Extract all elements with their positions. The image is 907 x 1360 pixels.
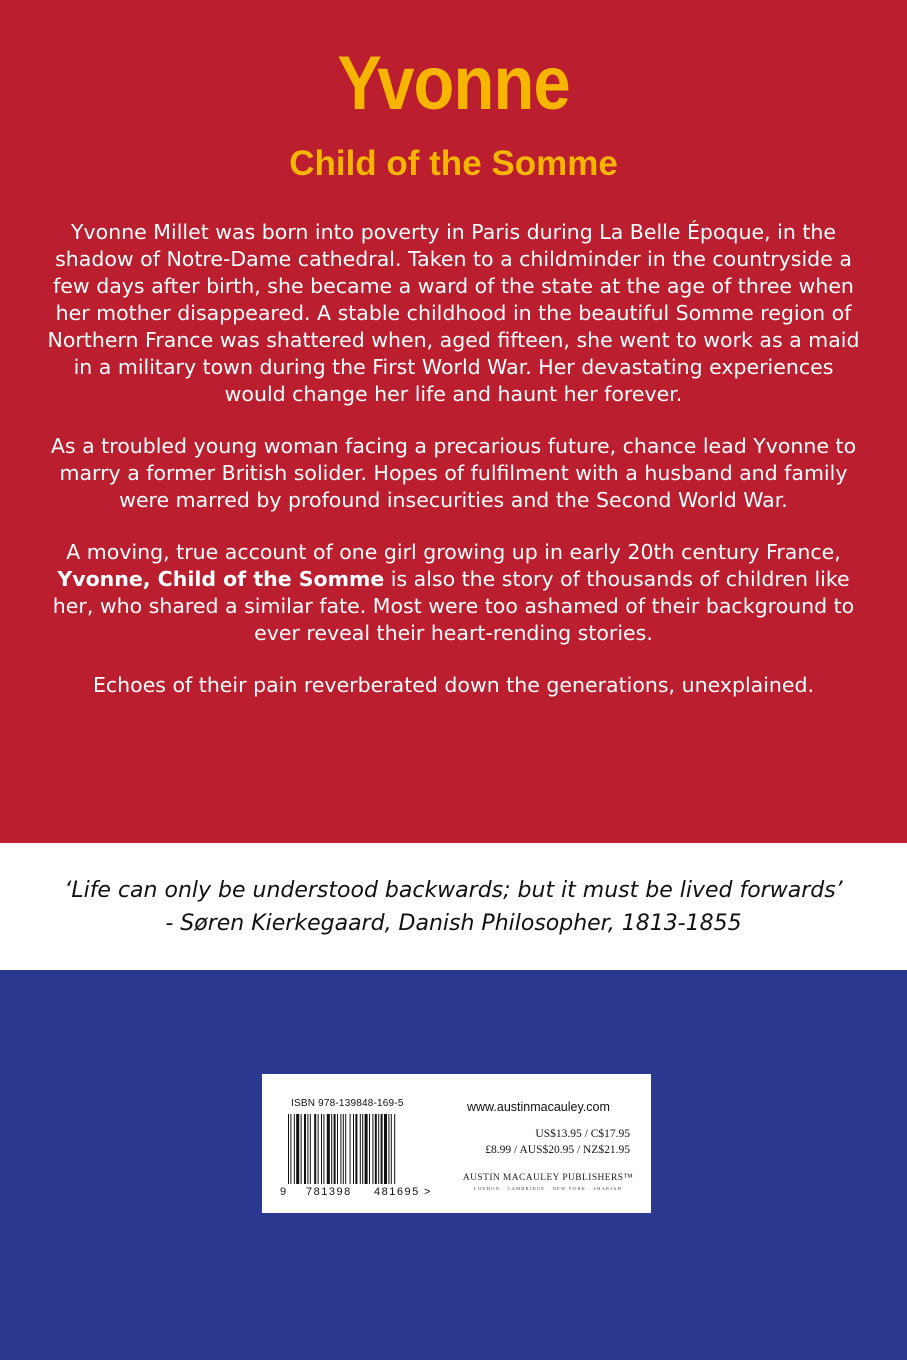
blurb-book-title: Yvonne, Child of the Somme [57,567,385,591]
book-subtitle: Child of the Somme [289,144,618,183]
quote-text: ‘Life can only be understood backwards; but it must be lived forwards’ [64,878,843,903]
barcode-digit-first: 9 [280,1186,287,1198]
blurb-paragraph-3 [40,539,867,647]
blurb-paragraph-2: As a troubled young woman facing a precarious future, chance lead Yvonne to marry a former British solider. Hopes of fulfilment with a husband and family were marred by profound insecurities and the Second World War. [50,434,857,512]
barcode-digits-right: 481695 [374,1186,420,1198]
publisher-name: AUSTIN MACAULEY PUBLISHERS™ [462,1173,634,1183]
price-line-1: US$13.95 / C$17.95 [535,1128,630,1140]
book-title: Yvonne [337,41,570,126]
blurb-paragraph-3-end: is also the story of thousands of children like her, who shared a similar fate. Most were too ashamed of their background to ever reveal their heart-rending stories. [52,567,855,645]
quote-attribution: - Søren Kierkegaard, Danish Philosopher, 1813-1855 [165,911,742,936]
publisher-locations: LONDON · CAMBRIDGE · NEW YORK · SHARJAH [473,1186,623,1191]
barcode-bars [287,1114,432,1184]
price-line-2: £8.99 / AUS$20.95 / NZ$21.95 [485,1144,630,1156]
barcode-panel [262,1074,651,1213]
quote [0,874,907,940]
barcode-digits-left: 781398 [306,1186,352,1198]
blurb-paragraph-3-start: A moving, true account of one girl growing up in early 20th century France, [66,540,841,564]
blurb-paragraph-1: Yvonne Millet was born into poverty in Paris during La Belle Époque, in the shadow of Notre-Dame cathedral. Taken to a childminder in the countryside a few days after birth, she became a ward of the state at the age of three when her mother disappeared. A stable childhood in the beautiful Somme region of Northern France was shattered when, aged fifteen, she went to work as a maid in a military town during the First World War. Her devastating experiences would change her life and haunt her forever. [47,220,860,406]
barcode-digit-end: > [424,1186,431,1198]
blurb [40,219,867,724]
blurb-paragraph-4: Echoes of their pain reverberated down the generations, unexplained. [92,673,815,697]
publisher-website: www.austinmacauley.com [467,1100,610,1114]
isbn-label: ISBN 978-139848-169-5 [291,1098,404,1109]
